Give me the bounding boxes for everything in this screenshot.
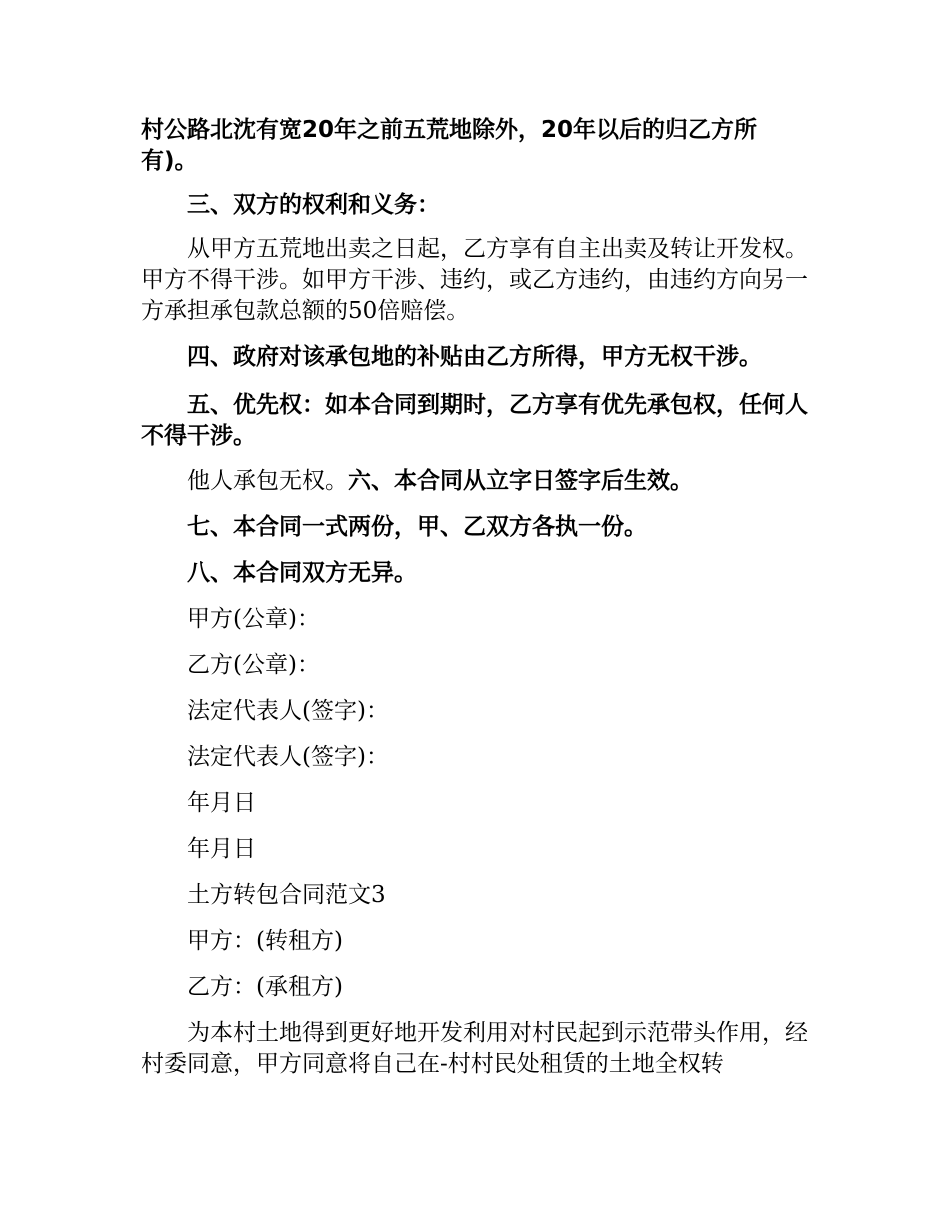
heading-subsidy: 四、政府对该承包地的补贴由乙方所得，甲方无权干涉。 [187, 344, 762, 370]
paragraph-rights-detail: 从甲方五荒地出卖之日起，乙方享有自主出卖及转让开发权。甲方不得干涉。如甲方干涉、违约，或乙方违约，由违约方向另一方承担承包款总额的50倍赔偿。 [141, 236, 808, 324]
heading-priority-right: 五、优先权：如本合同到期时，乙方享有优先承包权，任何人不得干涉。 [141, 392, 808, 449]
signature-legal-rep-a: 法定代表人(签字)： [187, 698, 389, 724]
signature-legal-rep-b: 法定代表人(签字)： [187, 744, 389, 770]
paragraph-effective [141, 466, 811, 497]
paragraph-intro-sample-3: 为本村土地得到更好地开发利用对村民起到示范带头作用，经村委同意，甲方同意将自己在-村村民处租赁的土地全权转 [141, 1020, 808, 1077]
text-others-no-right: 他人承包无权。 [187, 468, 348, 494]
party-a-lessor: 甲方：(转租方) [187, 928, 343, 954]
heading-copies: 七、本合同一式两份，甲、乙双方各执一份。 [187, 514, 647, 540]
heading-rights-obligations: 三、双方的权利和义务： [187, 192, 440, 218]
heading-effective-date: 六、本合同从立字日签字后生效。 [348, 468, 693, 494]
signature-party-a-seal: 甲方(公章)： [187, 606, 320, 632]
heading-no-objection: 八、本合同双方无异。 [187, 560, 417, 586]
date-party-a: 年月日 [187, 790, 256, 816]
signature-party-b-seal: 乙方(公章)： [187, 652, 320, 678]
party-b-lessee: 乙方：(承租方) [187, 974, 343, 1000]
paragraph-land-scope: 村公路北沈有宽20年之前五荒地除外，20年以后的归乙方所有)。 [141, 117, 758, 174]
date-party-b: 年月日 [187, 836, 256, 862]
section-title-sample-3: 土方转包合同范文3 [187, 882, 386, 908]
